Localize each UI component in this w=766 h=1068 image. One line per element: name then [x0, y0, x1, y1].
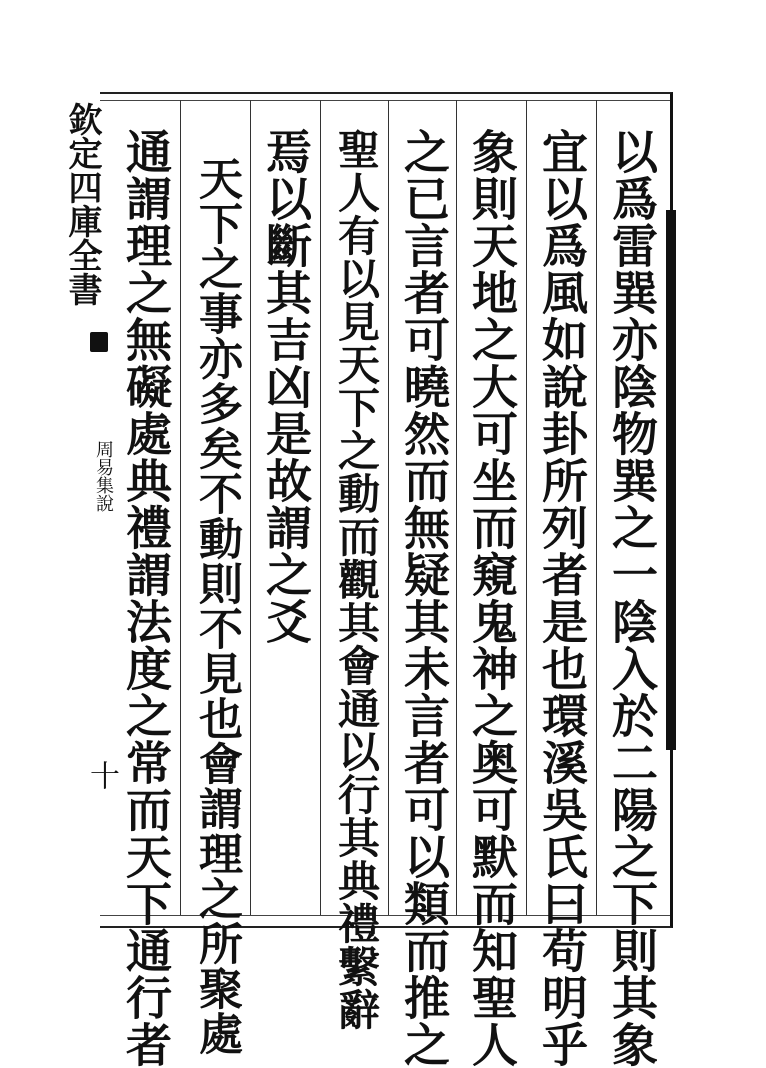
column-rule [526, 100, 527, 915]
text-column-3 [460, 128, 524, 1068]
column-text: 宜以爲風如說卦所列者是也環溪吳氏曰苟明乎 [535, 128, 589, 1068]
spine-shadow [666, 210, 676, 750]
column-rule [388, 100, 389, 915]
text-column-5 [324, 128, 388, 1031]
column-rule [180, 100, 181, 915]
text-column-4 [392, 128, 456, 1068]
column-text: 之已言者可曉然而無疑其未言者可以類而推之 [397, 128, 451, 1068]
column-text: 天下之事亦多矣不動則不見也會謂理之所聚處 [191, 156, 242, 1056]
fish-tail-mark [90, 332, 108, 352]
text-column-7 [184, 156, 248, 1056]
column-rule [596, 100, 597, 915]
page-number: 十 [84, 760, 119, 790]
text-column-2 [530, 128, 594, 1068]
column-text: 通謂理之無礙處典禮謂法度之常而天下通行者 [119, 128, 173, 1068]
column-rule [456, 100, 457, 915]
section-title: 周易集說 [93, 440, 114, 512]
column-rule [250, 100, 251, 915]
column-text: 焉以斷其吉凶是故謂之爻 [259, 128, 313, 645]
text-column-1 [600, 128, 664, 1068]
text-column-6 [254, 128, 318, 918]
column-text: 聖人有以見天下之動而觀其會通以行其典禮繫辭 [332, 128, 381, 1031]
column-text: 以爲雷巽亦陰物巽之一陰入於二陽之下則其象 [605, 128, 659, 1068]
column-rule [320, 100, 321, 915]
frame-top-rule [100, 100, 670, 101]
column-text: 象則天地之大可坐而窺鬼神之奥可默而知聖人 [465, 128, 519, 1068]
book-title: 欽定四庫全書 [62, 102, 102, 306]
text-column-8 [114, 128, 178, 1068]
